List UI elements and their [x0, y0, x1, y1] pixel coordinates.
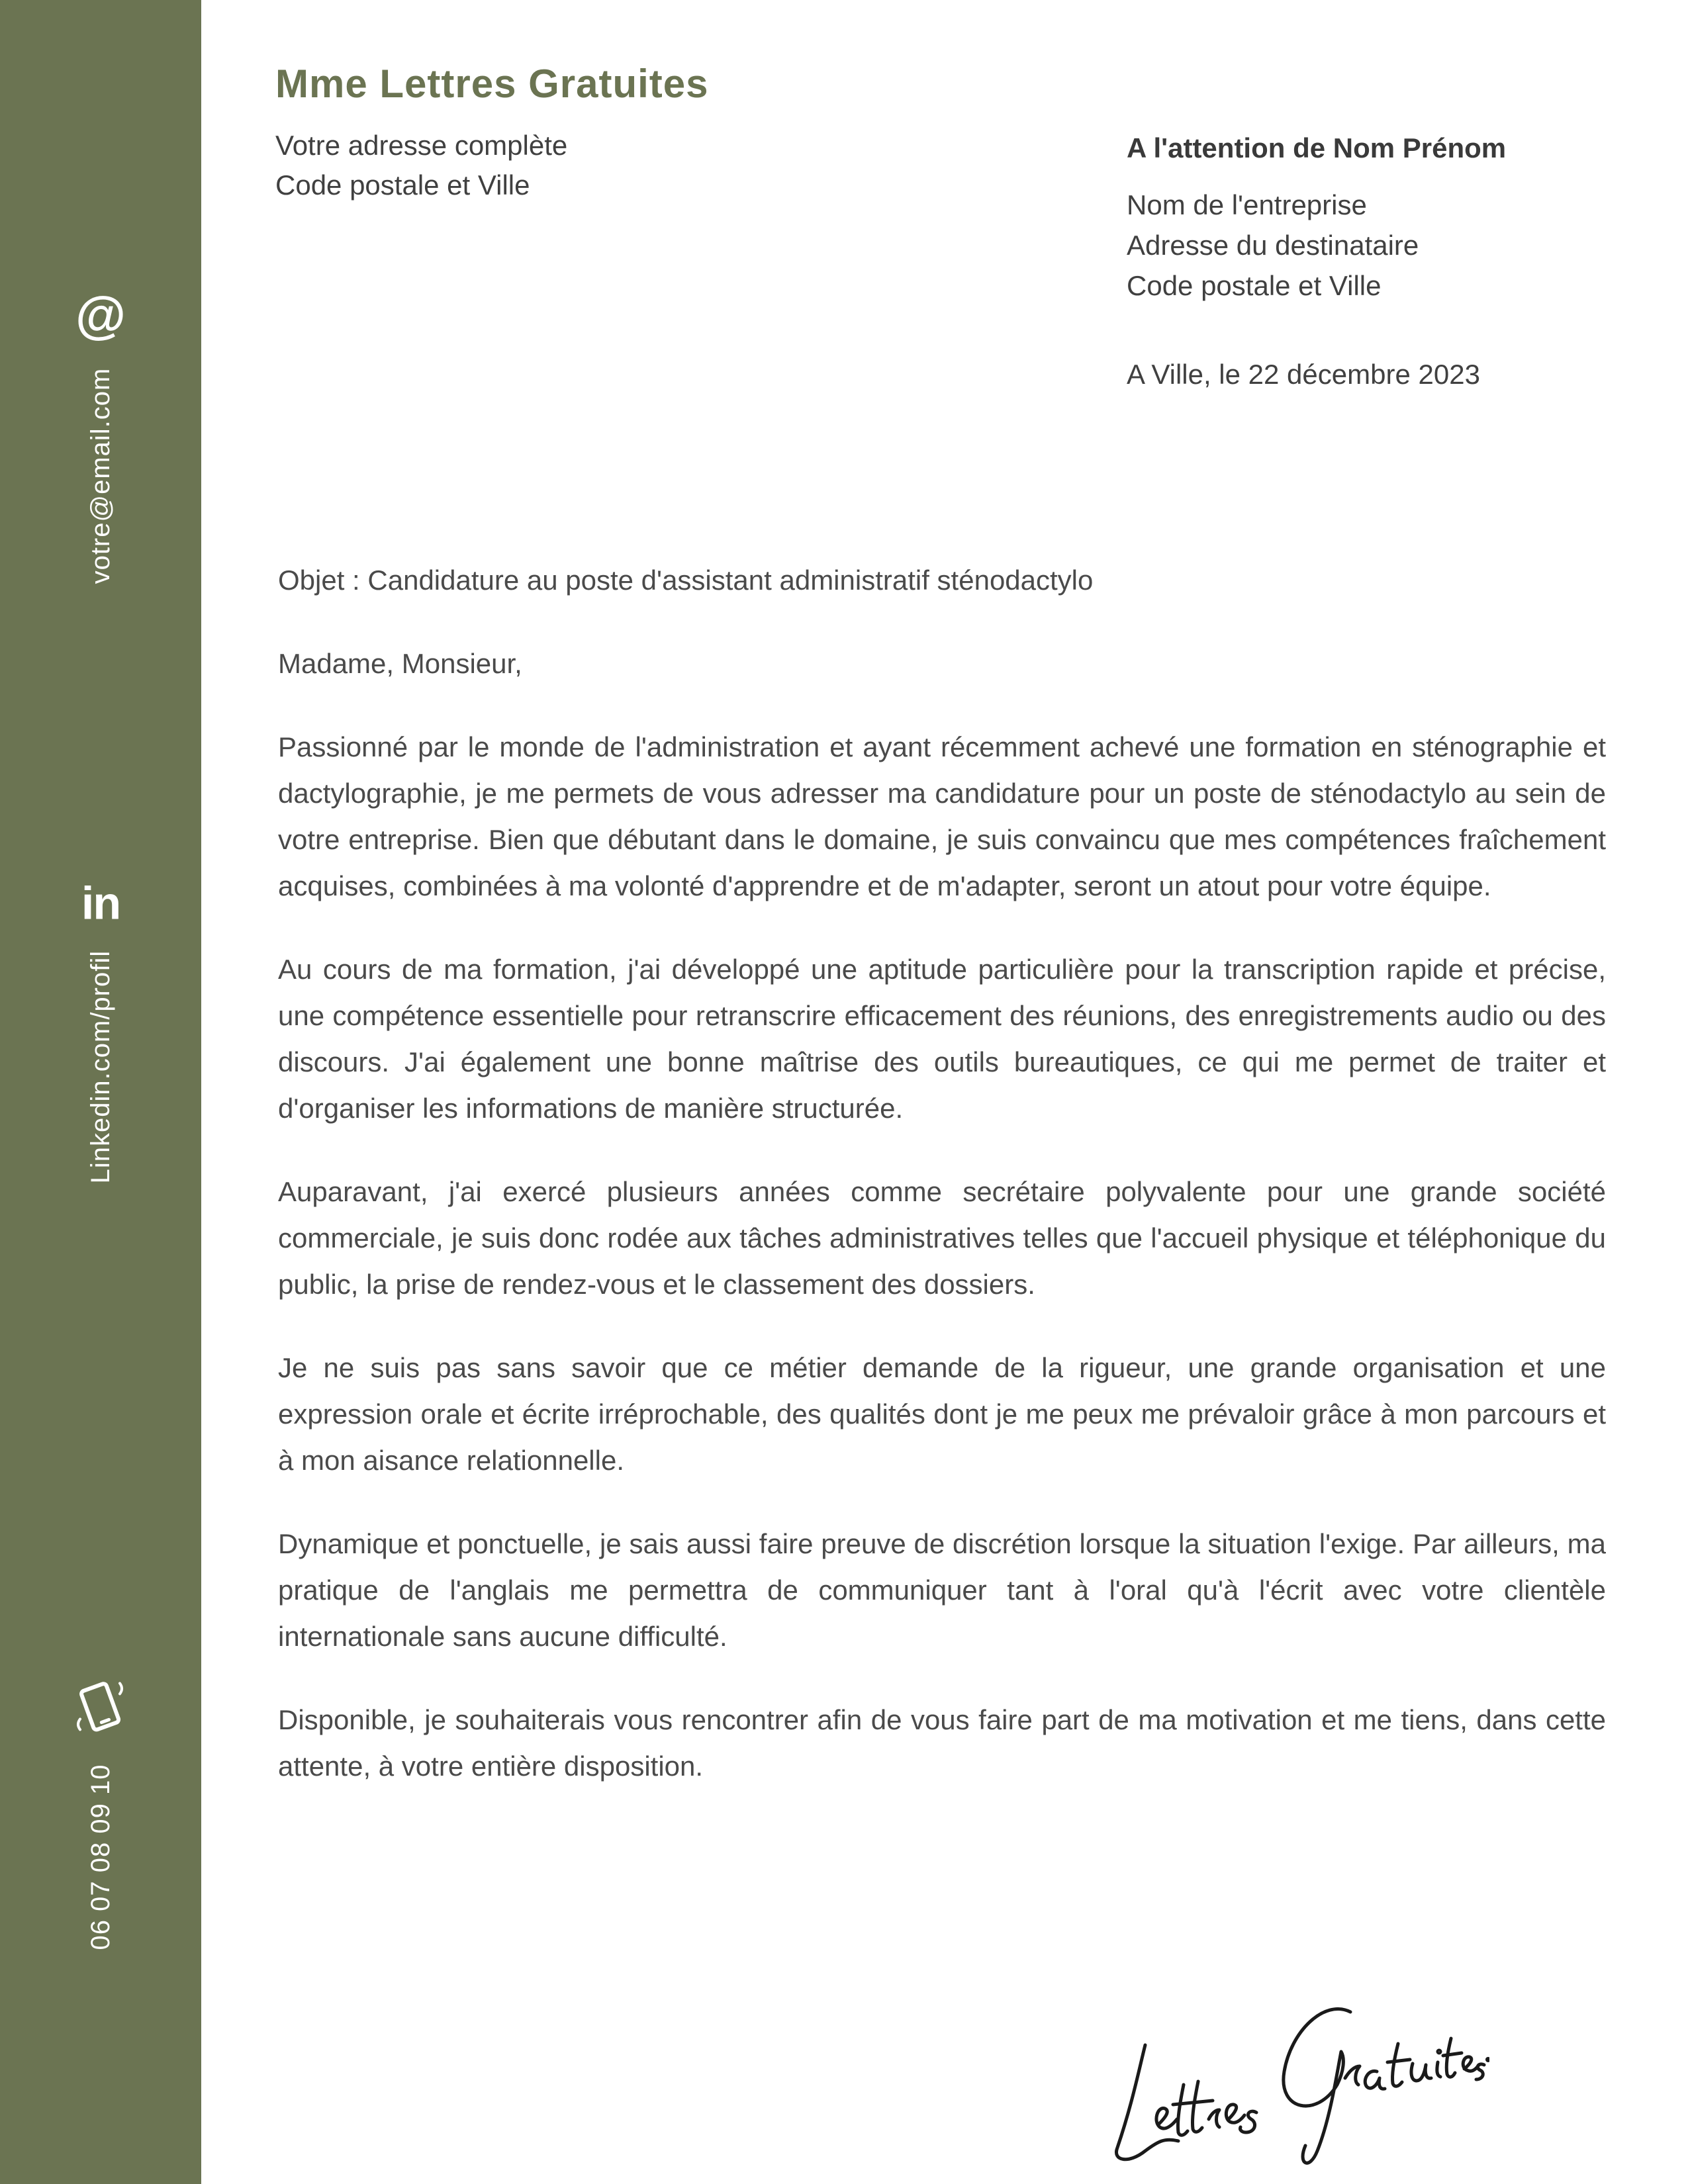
letter-body [278, 557, 1606, 1827]
recipient-attention: A l'attention de Nom Prénom [1127, 132, 1507, 163]
recipient-city: Code postale et Ville [1127, 270, 1382, 301]
letter-paragraph: Auparavant, j'ai exercé plusieurs années comme secrétaire polyvalente pour une grande société commerciale, je suis donc rodée aux tâches administratives telles que l'accueil physique et téléphonique du public, la prise de rendez-vous et le classement des dossiers. [278, 1176, 1606, 1300]
letter-paragraph: Je ne suis pas sans savoir que ce métier demande de la rigueur, une grande organisation et une expression orale et écrite irréprochable, des qualités dont je me peux me prévaloir grâce à mon parcours et à mon aisance relationnelle. [278, 1352, 1606, 1476]
sender-city: Code postale et Ville [275, 169, 530, 201]
linkedin-contact[interactable] [77, 877, 124, 1184]
email-contact[interactable] [75, 285, 126, 584]
sidebar [0, 0, 201, 2184]
letter-paragraph: Dynamique et ponctuelle, je sais aussi faire preuve de discrétion lorsque la situation l'exige. Par ailleurs, ma pratique de l'anglais me permettra de communiquer tant à l'oral qu'à l'écrit avec votre clientèle internationale sans aucune difficulté. [278, 1528, 1606, 1652]
linkedin-icon: in [81, 877, 120, 929]
sender-address: Votre adresse complète [275, 130, 568, 161]
linkedin-text: Linkedin.com/profil [85, 950, 115, 1184]
phone-contact[interactable] [71, 1677, 130, 1950]
date-line: A Ville, le 22 décembre 2023 [1127, 359, 1480, 390]
letter-paragraph: Disponible, je souhaiterais vous rencontrer afin de vous faire part de ma motivation et me tiens, dans cette attente, à votre entière disposition. [278, 1704, 1606, 1782]
letter-salutation: Madame, Monsieur, [278, 648, 522, 679]
sender-name: Mme Lettres Gratuites [275, 62, 709, 106]
recipient-address: Adresse du destinataire [1127, 230, 1419, 261]
signature [1099, 1972, 1489, 2171]
at-sign-icon: @ [75, 285, 126, 344]
letter-subject: Objet : Candidature au poste d'assistant administratif sténodactylo [278, 565, 1094, 596]
letter-paragraph: Passionné par le monde de l'administration et ayant récemment achevé une formation en sténographie et dactylographie, je me permets de vous adresser ma candidature pour un poste de sténodactylo au sein de votre entreprise. Bien que débutant dans le domaine, je suis convaincu que mes compétences fraîchement acquises, combinées à ma volonté d'apprendre et de m'adapter, seront un atout pour votre équipe. [278, 731, 1606, 901]
recipient-company: Nom de l'entreprise [1127, 189, 1367, 220]
phone-icon [71, 1677, 130, 1737]
phone-text: 06 07 08 09 10 [85, 1764, 115, 1950]
letter-paragraph: Au cours de ma formation, j'ai développé une aptitude particulière pour la transcription rapide et précise, une compétence essentielle pour retranscrire efficacement des réunions, des enregistrements audio ou des discours. J'ai également une bonne maîtrise des outils bureautiques, ce qui me permet de traiter et d'organiser les informations de manière structurée. [278, 954, 1606, 1124]
email-text: votre@email.com [85, 367, 115, 584]
